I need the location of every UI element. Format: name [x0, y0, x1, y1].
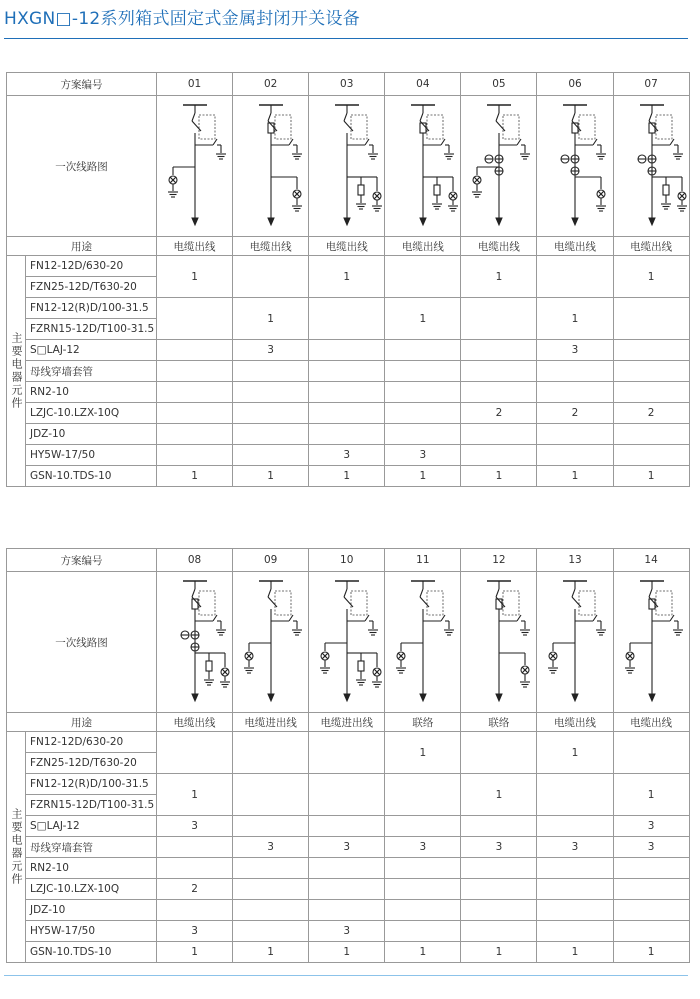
usage-value: 电缆出线	[613, 237, 689, 256]
component-quantity	[613, 445, 689, 466]
component-name: GSN-10.TDS-10	[26, 942, 157, 963]
component-quantity: 1	[309, 942, 385, 963]
component-name: HY5W-17/50	[26, 921, 157, 942]
scheme-table-2	[6, 548, 690, 963]
usage-value: 电缆出线	[385, 237, 461, 256]
circuit-diagram	[157, 572, 233, 713]
component-name: FN12-12D/630-20	[26, 732, 157, 753]
circuit-diagram	[537, 572, 613, 713]
usage-value: 电缆出线	[461, 237, 537, 256]
component-quantity	[385, 858, 461, 879]
circuit-diagram	[233, 572, 309, 713]
component-quantity	[309, 340, 385, 361]
component-quantity	[613, 382, 689, 403]
circuit-diagram	[461, 96, 537, 237]
component-group-label: 主要电器元件	[7, 256, 26, 487]
usage-value: 联络	[385, 713, 461, 732]
component-name: FN12-12(R)D/100-31.5	[26, 298, 157, 319]
component-quantity	[461, 340, 537, 361]
component-quantity: 1	[157, 942, 233, 963]
component-quantity	[461, 445, 537, 466]
circuit-diagram-svg	[233, 97, 309, 235]
component-quantity	[385, 361, 461, 382]
component-quantity	[537, 361, 613, 382]
component-quantity	[157, 424, 233, 445]
circuit-diagram	[385, 572, 461, 713]
component-quantity: 1	[613, 774, 689, 816]
scheme-number: 12	[461, 549, 537, 572]
component-quantity	[613, 858, 689, 879]
component-quantity: 3	[537, 837, 613, 858]
component-quantity	[157, 900, 233, 921]
component-name: 母线穿墙套管	[26, 837, 157, 858]
component-quantity	[157, 403, 233, 424]
scheme-number: 08	[157, 549, 233, 572]
component-quantity	[461, 382, 537, 403]
component-quantity: 1	[233, 466, 309, 487]
circuit-diagram	[613, 96, 689, 237]
component-quantity: 1	[461, 256, 537, 298]
component-quantity	[157, 361, 233, 382]
circuit-diagram-svg	[385, 97, 461, 235]
component-quantity: 2	[613, 403, 689, 424]
component-quantity	[461, 816, 537, 837]
component-quantity: 1	[537, 732, 613, 774]
scheme-number: 09	[233, 549, 309, 572]
component-name: 母线穿墙套管	[26, 361, 157, 382]
footer-divider	[4, 975, 688, 976]
component-name: FZN25-12D/T630-20	[26, 277, 157, 298]
diagram-label: 一次线路图	[7, 572, 157, 713]
component-quantity	[461, 879, 537, 900]
component-quantity: 1	[461, 466, 537, 487]
component-quantity	[537, 858, 613, 879]
component-quantity	[309, 900, 385, 921]
component-quantity	[537, 256, 613, 298]
component-quantity	[309, 732, 385, 774]
component-name: GSN-10.TDS-10	[26, 466, 157, 487]
component-quantity	[537, 816, 613, 837]
component-quantity: 1	[233, 298, 309, 340]
circuit-diagram	[461, 572, 537, 713]
circuit-diagram	[233, 96, 309, 237]
usage-value: 电缆出线	[537, 713, 613, 732]
component-name: FZN25-12D/T630-20	[26, 753, 157, 774]
component-quantity	[233, 256, 309, 298]
component-quantity: 1	[537, 298, 613, 340]
component-name: FZRN15-12D/T100-31.5	[26, 795, 157, 816]
circuit-diagram-svg	[385, 573, 461, 711]
component-quantity	[537, 424, 613, 445]
usage-value: 电缆出线	[157, 713, 233, 732]
page-title: HXGN□-12系列箱式固定式金属封闭开关设备	[4, 9, 361, 29]
scheme-number: 03	[309, 73, 385, 96]
component-quantity	[157, 732, 233, 774]
circuit-diagram-svg	[537, 97, 613, 235]
component-quantity	[233, 445, 309, 466]
component-quantity: 3	[537, 340, 613, 361]
component-quantity	[537, 900, 613, 921]
component-name: FZRN15-12D/T100-31.5	[26, 319, 157, 340]
component-quantity	[309, 858, 385, 879]
component-quantity	[157, 340, 233, 361]
component-quantity: 1	[385, 942, 461, 963]
scheme-number: 06	[537, 73, 613, 96]
scheme-table-1	[6, 72, 690, 487]
component-quantity	[309, 382, 385, 403]
component-quantity: 3	[233, 837, 309, 858]
component-name: S□LAJ-12	[26, 816, 157, 837]
circuit-diagram-svg	[461, 97, 537, 235]
component-quantity	[309, 403, 385, 424]
component-quantity	[537, 774, 613, 816]
scheme-number: 11	[385, 549, 461, 572]
component-quantity: 3	[157, 816, 233, 837]
scheme-number: 04	[385, 73, 461, 96]
component-quantity	[233, 403, 309, 424]
component-quantity: 1	[157, 256, 233, 298]
component-quantity	[385, 900, 461, 921]
component-name: LZJC-10.LZX-10Q	[26, 403, 157, 424]
circuit-diagram	[385, 96, 461, 237]
component-quantity	[613, 424, 689, 445]
component-quantity	[157, 382, 233, 403]
component-quantity	[461, 858, 537, 879]
component-quantity	[385, 774, 461, 816]
circuit-diagram-svg	[157, 97, 233, 235]
component-quantity	[461, 298, 537, 340]
usage-value: 电缆出线	[233, 237, 309, 256]
scheme-number: 07	[613, 73, 689, 96]
component-quantity	[309, 816, 385, 837]
component-quantity	[613, 900, 689, 921]
scheme-number: 02	[233, 73, 309, 96]
component-quantity: 3	[613, 816, 689, 837]
component-quantity	[537, 921, 613, 942]
circuit-diagram	[309, 572, 385, 713]
component-quantity	[385, 879, 461, 900]
component-quantity	[385, 382, 461, 403]
component-quantity	[233, 382, 309, 403]
component-quantity: 1	[309, 466, 385, 487]
circuit-diagram-svg	[233, 573, 309, 711]
component-name: JDZ-10	[26, 900, 157, 921]
component-quantity	[537, 879, 613, 900]
component-quantity	[385, 340, 461, 361]
component-quantity	[613, 732, 689, 774]
component-quantity	[613, 921, 689, 942]
component-quantity	[233, 900, 309, 921]
component-quantity	[233, 732, 309, 774]
usage-value: 电缆出线	[613, 713, 689, 732]
component-group-label: 主要电器元件	[7, 732, 26, 963]
component-quantity	[233, 921, 309, 942]
component-quantity: 3	[385, 445, 461, 466]
circuit-diagram-svg	[309, 97, 385, 235]
component-quantity	[309, 879, 385, 900]
component-quantity	[385, 816, 461, 837]
component-quantity	[385, 256, 461, 298]
component-quantity: 3	[309, 921, 385, 942]
title-divider	[4, 38, 688, 39]
component-name: RN2-10	[26, 858, 157, 879]
usage-value: 联络	[461, 713, 537, 732]
component-quantity	[233, 816, 309, 837]
component-quantity	[309, 424, 385, 445]
component-quantity	[537, 382, 613, 403]
component-quantity: 1	[309, 256, 385, 298]
component-name: JDZ-10	[26, 424, 157, 445]
component-quantity	[233, 774, 309, 816]
component-quantity	[157, 298, 233, 340]
scheme-number: 01	[157, 73, 233, 96]
component-name: FN12-12(R)D/100-31.5	[26, 774, 157, 795]
component-name: HY5W-17/50	[26, 445, 157, 466]
component-name: FN12-12D/630-20	[26, 256, 157, 277]
component-quantity	[461, 732, 537, 774]
component-quantity	[385, 424, 461, 445]
component-quantity	[613, 340, 689, 361]
component-name: LZJC-10.LZX-10Q	[26, 879, 157, 900]
circuit-diagram	[309, 96, 385, 237]
component-quantity	[233, 424, 309, 445]
component-quantity	[157, 445, 233, 466]
circuit-diagram	[537, 96, 613, 237]
component-quantity	[233, 879, 309, 900]
usage-value: 电缆出线	[537, 237, 613, 256]
circuit-diagram-svg	[537, 573, 613, 711]
circuit-diagram-svg	[614, 573, 690, 711]
component-quantity: 1	[157, 774, 233, 816]
component-quantity: 1	[537, 466, 613, 487]
component-quantity	[613, 361, 689, 382]
usage-value: 电缆进出线	[233, 713, 309, 732]
component-quantity: 1	[461, 774, 537, 816]
component-quantity	[613, 879, 689, 900]
component-quantity	[613, 298, 689, 340]
diagram-label: 一次线路图	[7, 96, 157, 237]
component-quantity	[157, 837, 233, 858]
usage-value: 电缆出线	[309, 237, 385, 256]
component-quantity	[233, 361, 309, 382]
component-quantity	[309, 774, 385, 816]
scheme-number: 14	[613, 549, 689, 572]
usage-value: 电缆进出线	[309, 713, 385, 732]
component-name: S□LAJ-12	[26, 340, 157, 361]
component-quantity	[233, 858, 309, 879]
component-quantity: 1	[461, 942, 537, 963]
component-quantity	[157, 858, 233, 879]
circuit-diagram-svg	[157, 573, 233, 711]
component-quantity: 1	[385, 298, 461, 340]
component-quantity: 2	[461, 403, 537, 424]
scheme-number: 05	[461, 73, 537, 96]
component-quantity: 1	[233, 942, 309, 963]
scheme-number: 13	[537, 549, 613, 572]
component-quantity: 3	[461, 837, 537, 858]
component-quantity: 3	[157, 921, 233, 942]
component-quantity: 1	[157, 466, 233, 487]
component-quantity: 2	[537, 403, 613, 424]
component-quantity	[385, 921, 461, 942]
component-quantity	[461, 361, 537, 382]
component-quantity	[461, 900, 537, 921]
circuit-diagram-svg	[614, 97, 690, 235]
usage-label: 用途	[7, 713, 157, 732]
component-quantity: 1	[613, 942, 689, 963]
component-quantity	[309, 298, 385, 340]
component-quantity: 3	[233, 340, 309, 361]
component-quantity: 1	[613, 466, 689, 487]
component-quantity	[309, 361, 385, 382]
component-quantity	[461, 921, 537, 942]
component-quantity: 3	[309, 445, 385, 466]
component-quantity: 3	[309, 837, 385, 858]
component-quantity	[537, 445, 613, 466]
component-quantity	[385, 403, 461, 424]
component-quantity: 1	[385, 732, 461, 774]
scheme-number: 10	[309, 549, 385, 572]
component-quantity: 1	[385, 466, 461, 487]
usage-value: 电缆出线	[157, 237, 233, 256]
circuit-diagram-svg	[461, 573, 537, 711]
circuit-diagram	[613, 572, 689, 713]
scheme-label: 方案编号	[7, 549, 157, 572]
component-name: RN2-10	[26, 382, 157, 403]
circuit-diagram-svg	[309, 573, 385, 711]
circuit-diagram	[157, 96, 233, 237]
component-quantity: 3	[613, 837, 689, 858]
component-quantity	[461, 424, 537, 445]
component-quantity: 1	[537, 942, 613, 963]
component-quantity: 3	[385, 837, 461, 858]
component-quantity: 2	[157, 879, 233, 900]
component-quantity: 1	[613, 256, 689, 298]
usage-label: 用途	[7, 237, 157, 256]
scheme-label: 方案编号	[7, 73, 157, 96]
